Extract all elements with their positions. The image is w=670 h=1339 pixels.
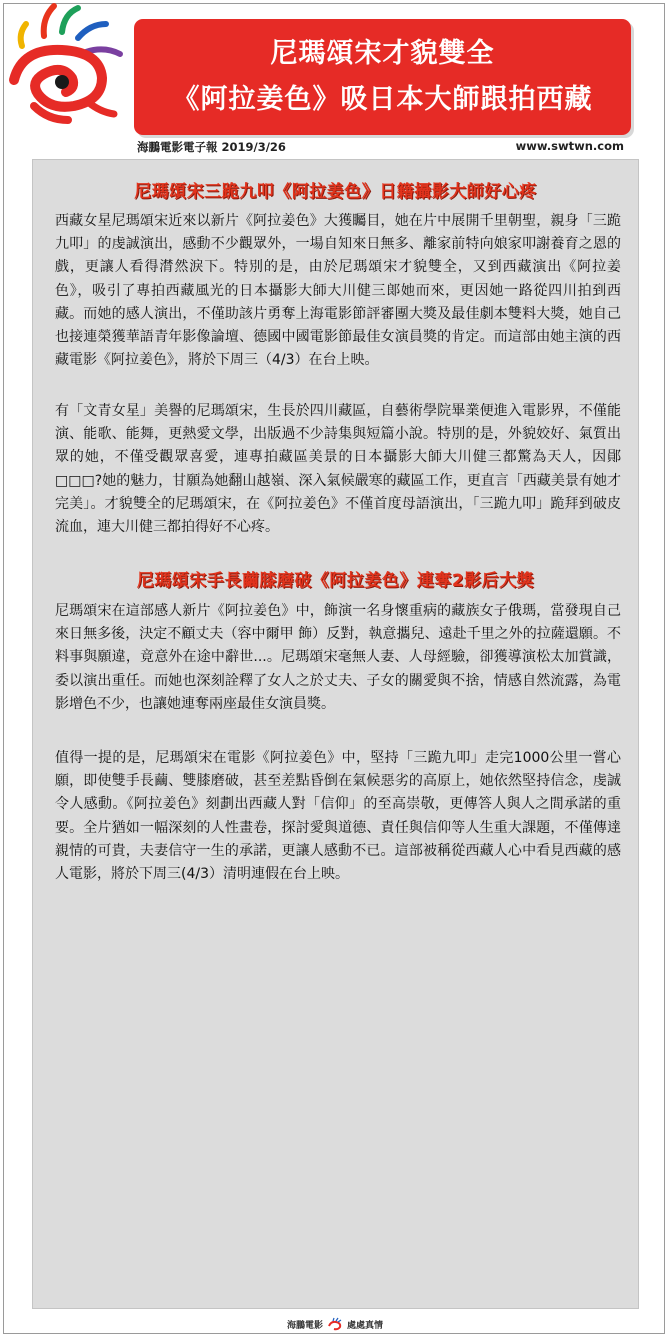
publication-byline: 海鵬電影電子報 2019/3/26 [137, 140, 286, 154]
footer-logo-icon [327, 1317, 343, 1331]
title-banner [134, 19, 631, 135]
paragraph-3: 尼瑪頌宋在這部感人新片《阿拉姜色》中，飾演一名身懷重病的藏族女子俄瑪，當發現自己來日無多後，決定不顧丈夫（容中爾甲 飾）反對，執意攜兒、遠赴千里之外的拉薩還願。不料事與願違，竟意外在途中辭世...。尼瑪頌宋毫無人妻、人母經驗，卻獲導演松太加賞識，委以演出重任。而她也深刻詮釋了女人之於丈夫、子女的關愛與不捨，情感自然流露，為電影增色不少，也讓她連奪兩座最佳女演員獎。 [55, 603, 621, 712]
section-heading-1: 尼瑪頌宋三跪九叩《阿拉姜色》日籍攝影大師好心疼 [134, 182, 537, 202]
footer [0, 1317, 670, 1331]
paragraph-4: 值得一提的是，尼瑪頌宋在電影《阿拉姜色》中，堅持「三跪九叩」走完1000公里一嘗心願，即使雙手長繭、雙膝磨破，甚至差點昏倒在氣候惡劣的高原上，她依然堅持信念，虔誠令人感動。《阿拉姜色》刻劃出西藏人對「信仰」的至高崇敬，更傳答人與人之間承諾的重要。全片猶如一幅深刻的人性畫卷，探討愛與道德、責任與信仰等人生重大課題，不僅傳達親情的可貴，夫妻信守一生的承諾，更讓人感動不已。這部被稱從西藏人心中看見西藏的感人電影，將於下周三(4/3）清明連假在台上映。 [55, 750, 621, 883]
headline-line-1: 尼瑪頌宋才貌雙全 [270, 38, 495, 69]
section-heading-2: 尼瑪頌宋手長繭膝磨破《阿拉姜色》連奪2影后大獎 [136, 571, 535, 591]
haipeng-logo-icon [4, 2, 136, 124]
headline-line-2: 《阿拉姜色》吸日本大師跟拍西藏 [172, 84, 593, 115]
paragraph-2: 有「文青女星」美譽的尼瑪頌宋，生長於四川藏區，自藝術學院畢業便進入電影界，不僅能演、能歌、能舞，更熱愛文學，出版過不少詩集與短篇小說。特別的是，外貌姣好、氣質出眾的她，不僅受觀眾喜愛，連專拍藏區美景的日本攝影大師大川健三都驚為天人，因鄖□□□?她的魅力，甘願為她翻山越嶺、深入氣候嚴寒的藏區工作，更直言「西藏美景有她才完美」。才貌雙全的尼瑪頌宋，在《阿拉姜色》不僅首度母語演出，「三跪九叩」跪拜到破皮流血，連大川健三都拍得好不心疼。 [55, 403, 621, 536]
footer-right-text: 處處真情 [347, 1320, 384, 1331]
paragraph-1: 西藏女星尼瑪頌宋近來以新片《阿拉姜色》大獲矚目，她在片中展開千里朝聖，親身「三跪九叩」的虔誠演出，感動不少觀眾外，一場自知來日無多、離家前特向娘家叩謝養育之恩的戲，更讓人看得潸然淚下。特別的是，由於尼瑪頌宋才貌雙全，又到西藏演出《阿拉姜色》，吸引了專拍西藏風光的日本攝影大師大川健三郞她而來，更因她一路從四川拍到西藏。而她的感人演出，不僅助該片勇奪上海電影節評審團大獎及最佳劇本雙料大獎，她自己也接連榮獲華語青年影像論壇、德國中國電影節最佳女演員獎的肯定。而這部由她主演的西藏電影《阿拉姜色》，將於下周三（4/3）在台上映。 [55, 213, 621, 369]
site-url: www.swtwn.com [515, 139, 624, 153]
article-body [32, 159, 639, 1309]
footer-left-text: 海鵬電影 [286, 1320, 323, 1331]
